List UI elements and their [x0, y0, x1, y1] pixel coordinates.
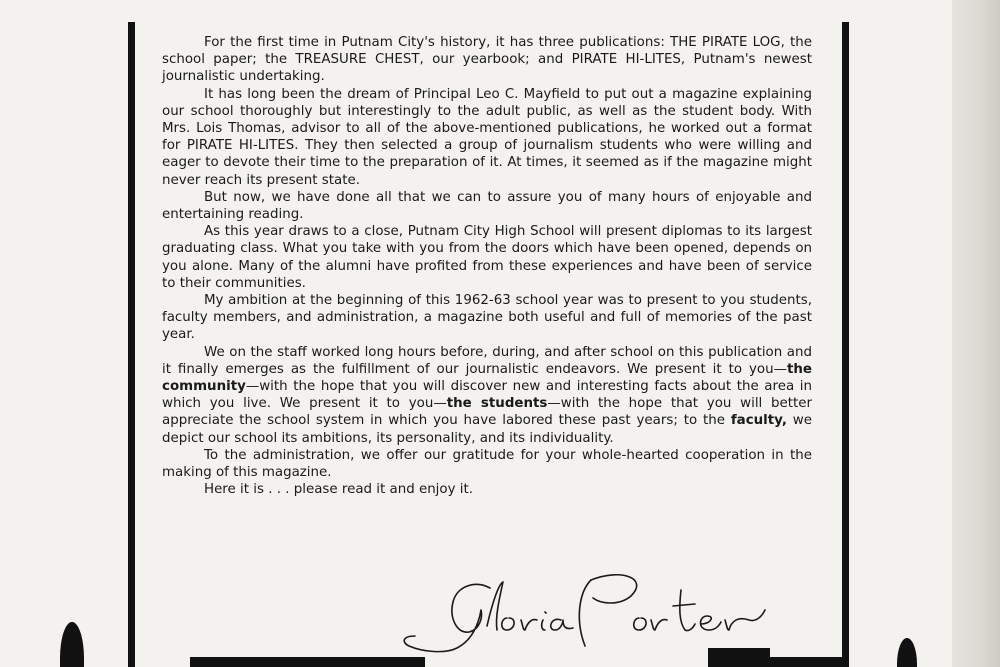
signature-text: Gloria Porter — [395, 659, 402, 660]
adjacent-page-edge — [952, 0, 1000, 667]
paragraph-6-text-3: —with the hope that you will better appreciate the school system in which you have labored these past years; to the — [162, 396, 813, 429]
paragraph-2: It has long been the dream of Principal Leo C. Mayfield to put out a magazine explaining our school thoroughly but interestingly to the adult public, as well as the student body. With Mrs. Lois Thomas, advisor to all of the above-mentioned publications, he worked out a format for PIRATE HI-LITES. They then selected a group of journalism students who were willing and eager to devote their time to the preparation of it. At times, it seemed as if the magazine might never reach its present state. — [162, 86, 812, 188]
paragraph-5: My ambition at the beginning of this 1962-63 school year was to present to you students, faculty members, and administration, a magazine both useful and full of memories of the past year. — [162, 293, 812, 343]
paragraph-8: Here it is . . . please read it and enjoy it. — [204, 482, 474, 498]
frame-border-left — [128, 22, 135, 667]
paragraph-6-text-2: —with the hope that you will discover new and interesting facts about the area in which you live. We present it to you— — [162, 379, 812, 412]
paragraph-7: To the administration, we offer our gratitude for your whole-hearted cooperation in the making of this magazine. — [162, 447, 812, 481]
decorative-blot-right — [897, 638, 917, 667]
paragraph-4: As this year draws to a close, Putnam City High School will present diplomas to its largest graduating class. What you take with you from the doors which have been opened, depends on you alone. Many of the alumni have profited from these experiences and have been of service to their communities. — [162, 224, 812, 291]
frame-border-bottom-left — [190, 657, 425, 667]
paragraph-3: But now, we have done all that we can to assure you of many hours of enjoyable and entertaining reading. — [162, 189, 812, 223]
emphasis-faculty: faculty, — [730, 413, 787, 429]
frame-border-bottom-right — [770, 657, 846, 667]
decorative-blot-left — [60, 622, 84, 667]
paragraph-6-text-1: We on the staff worked long hours before, during, and after school on this publication and it finally emerges as the fulfillment of our journalistic endeavors. We present it to you— — [162, 344, 812, 377]
handwritten-signature — [395, 560, 775, 660]
paragraph-6-text-4: we depict our school its ambitions, its personality, and its individuality. — [162, 413, 812, 446]
emphasis-community: the community — [162, 361, 812, 395]
letter-body — [162, 34, 812, 498]
emphasis-students: the students — [446, 396, 548, 412]
frame-border-right — [842, 22, 849, 667]
paragraph-1: For the first time in Putnam City's history, it has three publications: THE PIRATE LOG, the school paper; the TREASURE CHEST, our yearbook; and PIRATE HI-LITES, Putnam's newest journalistic undertaking. — [162, 35, 812, 85]
paragraph-6 — [162, 344, 812, 447]
